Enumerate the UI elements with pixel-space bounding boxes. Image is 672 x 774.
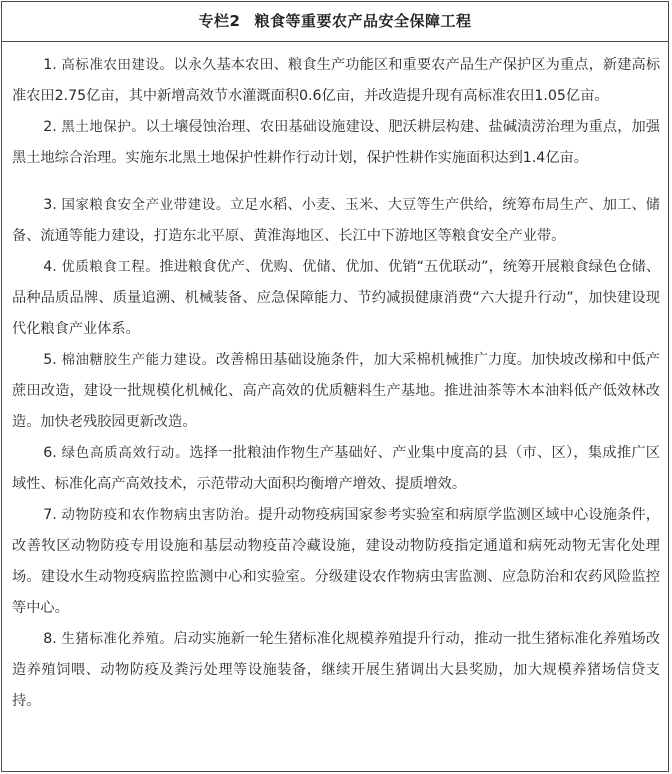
- item-paragraph: [12, 190, 660, 252]
- item-number: 6.: [43, 445, 57, 461]
- item-paragraph: [12, 112, 660, 174]
- item-text: 推进粮食优产、优购、优储、优加、优销“五优联动”，统筹开展粮食绿色仓储、品种品质品牌、质量追溯、机械装备、应急保障能力、节约减损健康消费“六大提升行动”，加快建设现代化粮食产业体系。: [12, 259, 661, 337]
- item-heading: 优质粮食工程。: [61, 260, 160, 275]
- item-heading: 国家粮食安全产业带建设。: [61, 198, 230, 213]
- item-number: 3.: [43, 197, 57, 213]
- item-number: 4.: [43, 259, 57, 275]
- column-label: 专栏2: [198, 12, 241, 30]
- column-content: [2, 42, 668, 717]
- item-paragraph: [12, 252, 660, 345]
- item-text: 以永久基本农田、粮食生产功能区和重要农产品生产保护区为重点，新建高标准农田2.75亿亩，其中新增高效节水灌溉面积0.6亿亩，并改造提升现有高标准农田1.05亿亩。: [12, 57, 661, 104]
- item-number: 2.: [43, 119, 57, 135]
- item-heading: 高标准农田建设。: [61, 58, 174, 73]
- item-number: 1.: [43, 57, 57, 73]
- item-text: 选择一批粮油作物生产基础好、产业集中度高的县（市、区），集成推广区域性、标准化高产高效技术，示范带动大面积均衡增产增效、提质增效。: [12, 445, 660, 492]
- item-heading: 棉油糖胶生产能力建设。: [61, 353, 216, 368]
- item-number: 5.: [43, 352, 57, 368]
- item-text: 提升动物疫病国家参考实验室和病原学监测区域中心设施条件，改善牧区动物防疫专用设施和基层动物疫苗冷藏设施，建设动物防疫指定通道和病死动物无害化处理场。建设水生动物疫病监控监测中心和实验室。分级建设农作物病虫害监测、应急防治和农药风险监控等中心。: [12, 507, 660, 616]
- item-heading: 生猪标准化养殖。: [61, 632, 174, 647]
- column-box: [1, 1, 669, 772]
- column-title-text: 粮食等重要农产品安全保障工程: [254, 12, 472, 30]
- item-text: 改善棉田基础设施条件，加大采棉机械推广力度。加快坡改梯和中低产蔗田改造，建设一批规模化机械化、高产高效的优质糖料生产基地。推进油茶等木本油料低产低效林改造。加快老残胶园更新改造。: [12, 352, 660, 430]
- item-heading: 动物防疫和农作物病虫害防治。: [61, 508, 259, 523]
- item-text: 启动实施新一轮生猪标准化规模养殖提升行动，推动一批生猪标准化养殖场改造养殖饲喂、动物防疫及粪污处理等设施装备，继续开展生猪调出大县奖励，加大规模养猪场信贷支持。: [12, 631, 661, 709]
- item-paragraph: [12, 624, 660, 717]
- item-text: 以土壤侵蚀治理、农田基础设施建设、肥沃耕层构建、盐碱渍涝治理为重点，加强黑土地综合治理。实施东北黑土地保护性耕作行动计划，保护性耕作实施面积达到1.4亿亩。: [12, 119, 660, 166]
- item-paragraph: [12, 438, 660, 500]
- column-title: [2, 2, 668, 42]
- item-text: 立足水稻、小麦、玉米、大豆等生产供给，统筹布局生产、加工、储备、流通等能力建设，打造东北平原、黄淮海地区、长江中下游地区等粮食安全产业带。: [12, 197, 660, 244]
- item-heading: 黑土地保护。: [61, 120, 146, 135]
- item-heading: 绿色高质高效行动。: [61, 446, 190, 461]
- item-paragraph: [12, 50, 660, 112]
- item-number: 8.: [43, 631, 57, 647]
- item-number: 7.: [43, 507, 57, 523]
- item-paragraph: [12, 500, 660, 624]
- item-paragraph: [12, 345, 660, 438]
